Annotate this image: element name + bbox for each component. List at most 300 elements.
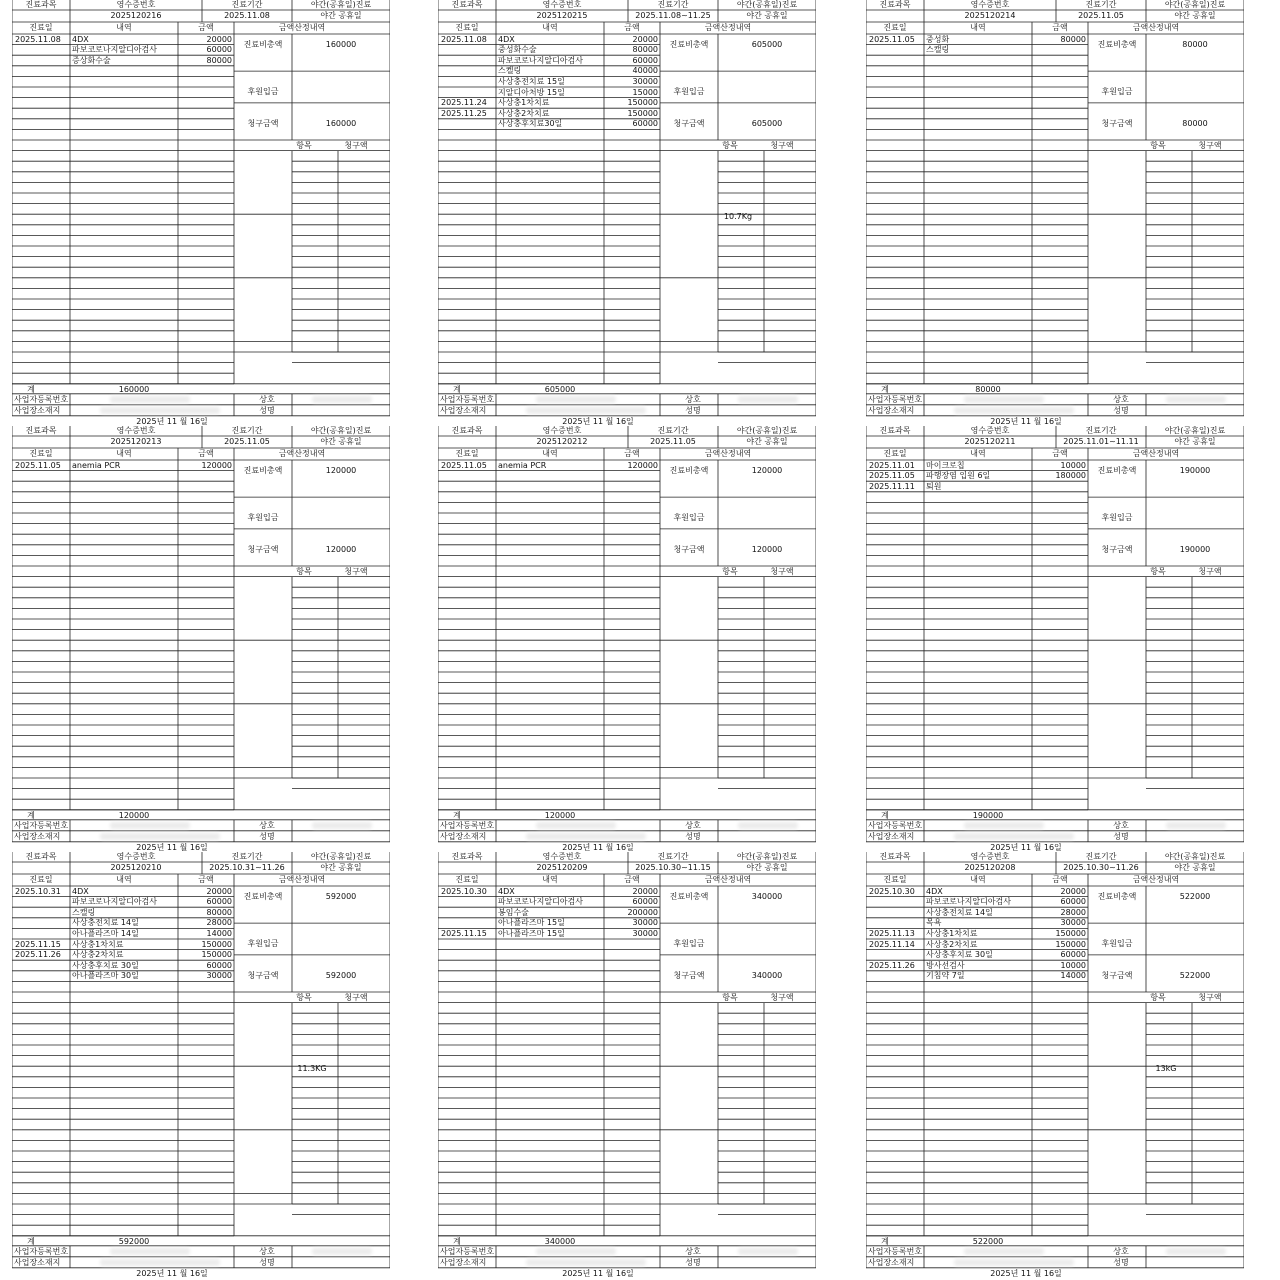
total-fee-label: 진료비총액 [1097,892,1137,902]
line-date: 2025.10.30 [869,886,915,896]
dept-label: 진료과목 [451,0,483,9]
date-col-header: 진료일 [29,449,53,458]
period-label: 진료기간 [1085,426,1117,435]
biz-no-label: 사업자등록번호 [868,1246,923,1256]
sum-label: 계 [453,810,461,820]
support-label: 후원입금 [247,939,279,948]
line-item: 지알디아처방 15일 [498,87,565,97]
line-item: 기침약 7일 [926,971,965,981]
receipt-grid [438,0,816,426]
receipt-no-label: 영수증번호 [116,0,156,9]
receipt-no-label: 영수증번호 [970,0,1010,9]
claim-value: 190000 [1179,544,1211,554]
biz-no-label: 사업자등록번호 [14,1246,69,1256]
night-label: 야간(공휴일)진료 [310,426,372,435]
dept-label: 진료과목 [451,426,483,435]
line-item: 증상화수술 [72,55,111,65]
support-label: 후원입금 [673,87,705,96]
sum-label: 계 [27,810,35,820]
night-value: 야간 공휴일 [1174,437,1216,446]
amount-col-header: 금액 [624,875,640,884]
claim-amount-label: 청구액 [770,140,794,150]
total-fee-value: 120000 [325,466,357,476]
line-amount: 180000 [1055,471,1086,481]
claim-label: 청구금액 [673,970,705,980]
line-item: 4DX [926,886,943,896]
line-amount: 80000 [206,907,232,917]
dept-label: 진료과목 [25,0,57,9]
line-item: 4DX [498,34,515,44]
detail-col-header: 내역 [542,449,558,458]
biz-addr-label: 사업장소재지 [868,1257,915,1267]
date-col-header: 진료일 [883,875,907,884]
line-amount: 15000 [632,87,658,97]
claim-value: 160000 [325,118,357,128]
sum-value: 190000 [972,810,1004,820]
date-col-header: 진료일 [883,449,907,458]
redaction-mark [100,833,220,840]
company-label: 상호 [1113,394,1129,404]
line-amount: 20000 [632,34,658,44]
line-item: 4DX [72,34,89,44]
night-label: 야간(공휴일)진료 [736,852,798,861]
night-label: 야간(공휴일)진료 [1164,852,1226,861]
line-date: 2025.11.08 [441,34,487,44]
total-fee-value: 522000 [1179,892,1211,902]
line-amount: 80000 [206,55,232,65]
receipt-no: 2025120211 [964,437,1016,446]
item-label: 항목 [722,566,738,576]
calc-col-header: 금액산정내역 [704,875,752,884]
line-item: 사상충2차치료 [926,939,978,949]
total-fee-value: 605000 [751,40,783,50]
detail-col-header: 내역 [116,23,132,32]
line-item: 파보코로나지알디아검사 [498,55,584,65]
receipt-card [12,0,390,426]
biz-addr-label: 사업장소재지 [14,1257,61,1267]
line-item: 스캘링 [72,907,96,917]
receipt-no: 2025120215 [536,11,588,20]
redaction-mark [526,407,646,414]
calc-col-header: 금액산정내역 [1132,23,1180,32]
night-label: 야간(공휴일)진료 [310,852,372,861]
sum-label: 계 [27,1236,35,1246]
detail-col-header: 내역 [970,449,986,458]
amount-col-header: 금액 [624,23,640,32]
receipt-no-label: 영수증번호 [116,426,156,435]
line-item: 봉임수술 [498,907,529,917]
night-value: 야간 공휴일 [320,863,362,872]
redaction-mark [954,833,1074,840]
claim-amount-label: 청구액 [1198,992,1222,1002]
company-label: 상호 [259,820,275,830]
biz-no-label: 사업자등록번호 [440,820,495,830]
sum-value: 592000 [118,1236,150,1246]
receipt-no-label: 영수증번호 [542,852,582,861]
receipt-no: 2025120210 [110,863,162,872]
claim-value: 340000 [751,970,783,980]
claim-value: 120000 [325,544,357,554]
line-item: 사상충후치료 30일 [72,960,139,970]
receipt-no-label: 영수증번호 [970,852,1010,861]
total-fee-value: 160000 [325,40,357,50]
calc-col-header: 금액산정내역 [704,449,752,458]
receipt-grid [12,426,390,852]
company-label: 상호 [259,1246,275,1256]
line-item: 중성화수술 [498,45,537,55]
claim-label: 청구금액 [673,544,705,554]
period-label: 진료기간 [231,426,263,435]
line-date: 2025.11.05 [869,471,915,481]
line-item: 마이크로칩 [926,460,965,470]
line-amount: 150000 [1055,939,1086,949]
name-label: 성명 [685,405,701,415]
total-fee-label: 진료비총액 [243,892,283,902]
detail-col-header: 내역 [970,875,986,884]
line-amount: 30000 [206,971,232,981]
line-item: 아나플라즈마 30일 [72,971,139,981]
line-amount: 150000 [201,950,232,960]
redaction-mark [964,1248,1044,1255]
amount-col-header: 금액 [198,23,214,32]
receipt-no-label: 영수증번호 [116,852,156,861]
total-fee-label: 진료비총액 [1097,40,1137,50]
line-amount: 150000 [627,98,658,108]
claim-value: 605000 [751,118,783,128]
period-label: 진료기간 [1085,0,1117,9]
receipt-card [866,0,1244,426]
item-label: 항목 [722,140,738,150]
treatment-period: 2025.10.31~11.26 [209,863,285,872]
line-amount: 150000 [627,108,658,118]
total-fee-value: 340000 [751,892,783,902]
support-label: 후원입금 [247,87,279,96]
sum-value: 80000 [975,384,1001,394]
line-amount: 150000 [201,939,232,949]
claim-label: 청구금액 [1101,970,1133,980]
sum-label: 계 [27,384,35,394]
line-amount: 30000 [632,918,658,928]
name-label: 성명 [259,831,275,841]
claim-value: 592000 [325,970,357,980]
weight-note: 11.3KG [297,1064,327,1074]
line-item: 목욕 [926,918,942,928]
line-date: 2025.11.25 [441,108,487,118]
receipt-card [438,0,816,426]
line-amount: 20000 [1060,886,1086,896]
line-item: 사상충1차치료 [498,98,550,108]
claim-amount-label: 청구액 [770,992,794,1002]
night-value: 야간 공휴일 [746,437,788,446]
line-amount: 60000 [206,960,232,970]
date-col-header: 진료일 [29,23,53,32]
receipt-grid [866,852,1244,1278]
line-amount: 60000 [1060,950,1086,960]
sum-label: 계 [453,1236,461,1246]
receipt-card [866,852,1244,1278]
line-amount: 30000 [632,76,658,86]
company-label: 상호 [1113,820,1129,830]
claim-label: 청구금액 [673,118,705,128]
redaction-mark [954,407,1074,414]
line-item: 파보코로나지알디아검사 [926,897,1012,907]
amount-col-header: 금액 [198,449,214,458]
detail-col-header: 내역 [542,875,558,884]
period-label: 진료기간 [1085,852,1117,861]
line-item: 스캘링 [926,45,950,55]
claim-amount-label: 청구액 [344,566,368,576]
amount-col-header: 금액 [1052,449,1068,458]
redaction-mark [738,1248,798,1255]
line-item: 아나플라즈마 15일 [498,918,565,928]
issue-date: 2025년 11 월 16일 [990,842,1062,852]
line-amount: 40000 [632,66,658,76]
name-label: 성명 [1113,831,1129,841]
name-label: 성명 [685,831,701,841]
treatment-period: 2025.10.30~11.15 [635,863,711,872]
dept-label: 진료과목 [879,426,911,435]
detail-col-header: 내역 [116,449,132,458]
receipt-no-label: 영수증번호 [542,0,582,9]
date-col-header: 진료일 [455,449,479,458]
line-item: 사상충후치료30일 [498,119,563,129]
line-item: 아나플라즈마 14일 [72,928,139,938]
receipt-grid [438,426,816,852]
biz-addr-label: 사업장소재지 [440,831,487,841]
redaction-mark [1166,1248,1226,1255]
line-amount: 150000 [1055,928,1086,938]
calc-col-header: 금액산정내역 [1132,875,1180,884]
period-label: 진료기간 [231,852,263,861]
receipt-no: 2025120212 [536,437,588,446]
line-amount: 200000 [627,907,658,917]
dept-label: 진료과목 [451,852,483,861]
line-item: 4DX [72,886,89,896]
receipt-card [438,852,816,1278]
issue-date: 2025년 11 월 16일 [562,1268,634,1278]
biz-no-label: 사업자등록번호 [868,820,923,830]
amount-col-header: 금액 [624,449,640,458]
sum-value: 340000 [544,1236,576,1246]
date-col-header: 진료일 [455,875,479,884]
receipt-grid [866,0,1244,426]
biz-addr-label: 사업장소재지 [868,405,915,415]
redaction-mark [526,1259,646,1266]
line-date: 2025.11.26 [15,950,61,960]
dept-label: 진료과목 [25,426,57,435]
total-fee-label: 진료비총액 [1097,466,1137,476]
line-item: 퇴원 [926,481,942,491]
line-date: 2025.10.31 [15,886,61,896]
line-item: 스켈링 [498,66,522,76]
item-label: 항목 [296,566,312,576]
period-label: 진료기간 [231,0,263,9]
receipt-no: 2025120213 [110,437,162,446]
receipt-no: 2025120208 [964,863,1016,872]
biz-addr-label: 사업장소재지 [14,405,61,415]
treatment-period: 2025.10.30~11.26 [1063,863,1139,872]
line-item: 파보코로나지알디아검사 [498,897,584,907]
issue-date: 2025년 11 월 16일 [990,416,1062,426]
redaction-mark [100,1259,220,1266]
line-item: 사상충2차치료 [498,108,550,118]
sum-label: 계 [453,384,461,394]
date-col-header: 진료일 [883,23,907,32]
calc-col-header: 금액산정내역 [1132,449,1180,458]
line-amount: 30000 [1060,918,1086,928]
treatment-period: 2025.11.05 [224,437,270,446]
support-label: 후원입금 [1101,513,1133,522]
line-item: 방사선검사 [926,960,965,970]
claim-amount-label: 청구액 [1198,566,1222,576]
claim-value: 80000 [1182,118,1208,128]
treatment-period: 2025.11.01~11.11 [1063,437,1139,446]
line-amount: 120000 [201,460,232,470]
company-label: 상호 [259,394,275,404]
line-item: 사상충전치료 14일 [926,907,993,917]
total-fee-label: 진료비총액 [669,40,709,50]
sum-label: 계 [881,1236,889,1246]
biz-addr-label: 사업장소재지 [440,405,487,415]
item-label: 항목 [722,992,738,1002]
line-amount: 14000 [206,928,232,938]
support-label: 후원입금 [1101,939,1133,948]
receipt-no-label: 영수증번호 [542,426,582,435]
dept-label: 진료과목 [879,0,911,9]
line-amount: 14000 [1060,971,1086,981]
claim-value: 522000 [1179,970,1211,980]
line-date: 2025.10.30 [441,886,487,896]
sum-label: 계 [881,810,889,820]
total-fee-label: 진료비총액 [669,466,709,476]
line-item: 파행장염 입원 6일 [926,471,991,481]
date-col-header: 진료일 [455,23,479,32]
item-label: 항목 [1150,566,1166,576]
claim-label: 청구금액 [247,970,279,980]
receipt-card [12,426,390,852]
line-date: 2025.11.15 [15,939,61,949]
biz-no-label: 사업자등록번호 [440,1246,495,1256]
issue-date: 2025년 11 월 16일 [562,842,634,852]
total-fee-value: 592000 [325,892,357,902]
line-item: anemia PCR [498,460,547,470]
amount-col-header: 금액 [1052,875,1068,884]
biz-no-label: 사업자등록번호 [440,394,495,404]
claim-amount-label: 청구액 [1198,140,1222,150]
line-amount: 20000 [632,886,658,896]
detail-col-header: 내역 [542,23,558,32]
line-date: 2025.11.05 [441,460,487,470]
treatment-period: 2025.11.05 [650,437,696,446]
biz-addr-label: 사업장소재지 [440,1257,487,1267]
line-item: 사상충전치료 15일 [498,76,565,86]
dept-label: 진료과목 [879,852,911,861]
line-amount: 28000 [206,918,232,928]
line-amount: 60000 [1060,897,1086,907]
line-item: 사상충1차치료 [926,928,978,938]
date-col-header: 진료일 [29,875,53,884]
night-value: 야간 공휴일 [1174,11,1216,20]
night-label: 야간(공휴일)진료 [736,426,798,435]
redaction-mark [954,1259,1074,1266]
total-fee-label: 진료비총액 [243,466,283,476]
night-label: 야간(공휴일)진료 [1164,0,1226,9]
redaction-mark [312,822,372,829]
issue-date: 2025년 11 월 16일 [136,842,208,852]
night-label: 야간(공휴일)진료 [1164,426,1226,435]
claim-amount-label: 청구액 [344,992,368,1002]
line-amount: 60000 [632,119,658,129]
redaction-mark [964,396,1044,403]
line-amount: 120000 [627,460,658,470]
line-item: 사상충2차치료 [72,950,124,960]
night-value: 야간 공휴일 [320,437,362,446]
line-item: 파보코로나지알디아검사 [72,897,158,907]
sum-value: 605000 [544,384,576,394]
calc-col-header: 금액산정내역 [278,449,326,458]
company-label: 상호 [685,1246,701,1256]
line-amount: 30000 [632,928,658,938]
support-label: 후원입금 [247,513,279,522]
line-date: 2025.11.05 [869,34,915,44]
redaction-mark [110,822,190,829]
line-date: 2025.11.24 [441,98,487,108]
issue-date: 2025년 11 월 16일 [562,416,634,426]
line-amount: 60000 [632,897,658,907]
night-label: 야간(공휴일)진료 [310,0,372,9]
period-label: 진료기간 [657,0,689,9]
receipt-grid [866,426,1244,852]
total-fee-value: 120000 [751,466,783,476]
item-label: 항목 [1150,992,1166,1002]
line-date: 2025.11.11 [869,481,915,491]
line-amount: 10000 [1060,460,1086,470]
biz-no-label: 사업자등록번호 [14,820,69,830]
line-date: 2025.11.14 [869,939,915,949]
sum-value: 120000 [118,810,150,820]
claim-label: 청구금액 [1101,118,1133,128]
line-item: 사상충후치료 30일 [926,950,993,960]
issue-date: 2025년 11 월 16일 [990,1268,1062,1278]
line-amount: 60000 [632,55,658,65]
line-item: 파보코로나지알디아검사 [72,45,158,55]
line-date: 2025.11.01 [869,460,915,470]
support-label: 후원입금 [673,939,705,948]
claim-label: 청구금액 [247,118,279,128]
line-date: 2025.11.05 [15,460,61,470]
redaction-mark [536,1248,616,1255]
redaction-mark [536,396,616,403]
issue-date: 2025년 11 월 16일 [136,416,208,426]
detail-col-header: 내역 [970,23,986,32]
night-value: 야간 공휴일 [320,11,362,20]
receipt-card [866,426,1244,852]
calc-col-header: 금액산정내역 [278,23,326,32]
name-label: 성명 [1113,1257,1129,1267]
name-label: 성명 [685,1257,701,1267]
weight-note: 13kG [1155,1064,1177,1074]
receipt-grid [12,852,390,1278]
period-label: 진료기간 [657,426,689,435]
treatment-period: 2025.11.08~11.25 [635,11,711,20]
total-fee-value: 190000 [1179,466,1211,476]
line-date: 2025.11.08 [15,34,61,44]
line-amount: 80000 [632,45,658,55]
dept-label: 진료과목 [25,852,57,861]
line-item: 사상충1차치료 [72,939,124,949]
line-item: 사상충전치료 14일 [72,918,139,928]
treatment-period: 2025.11.08 [224,11,270,20]
